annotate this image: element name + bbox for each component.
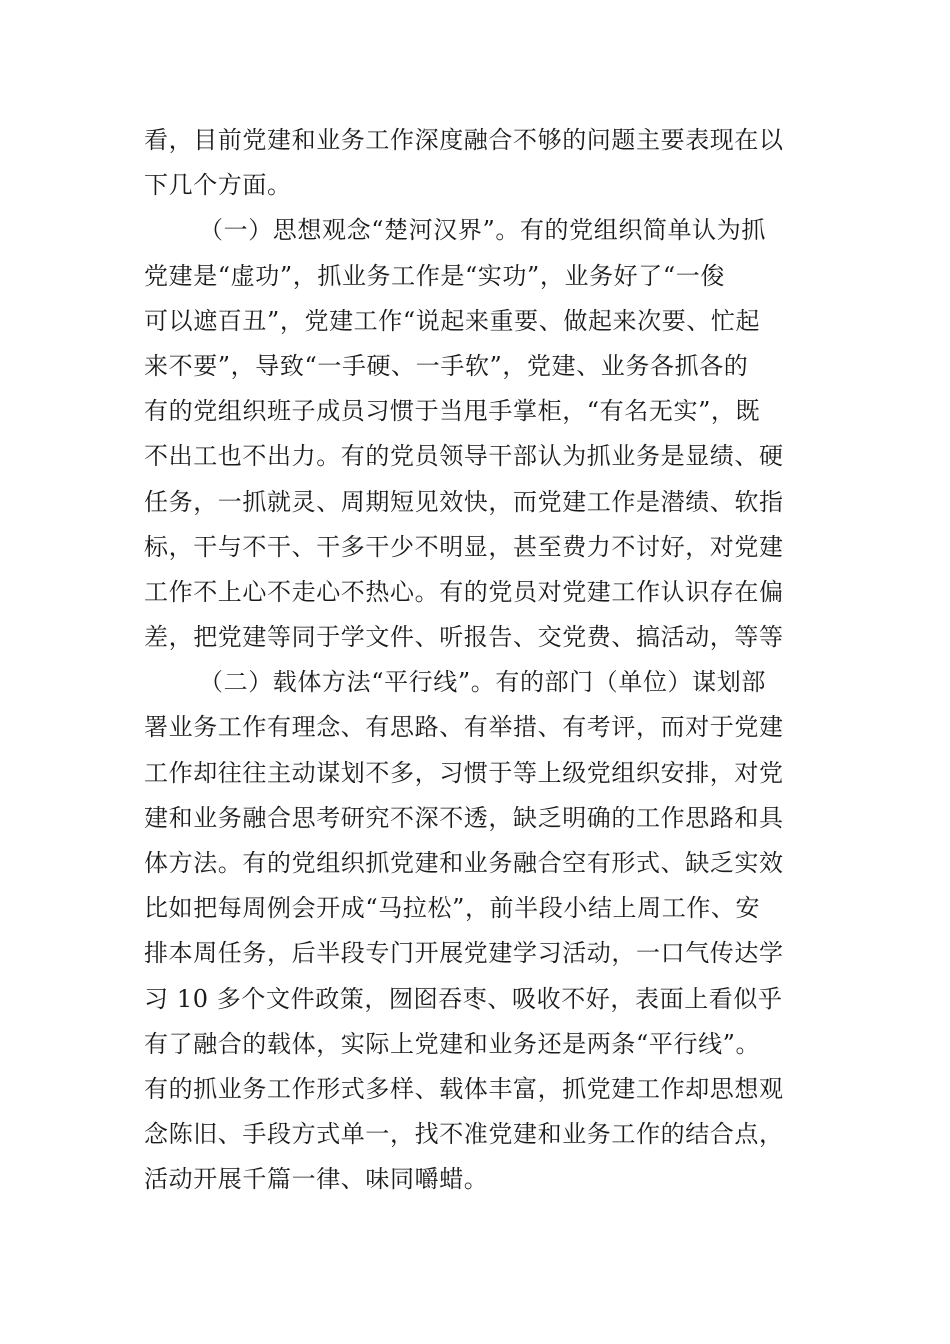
text-line: 看，目前党建和业务工作深度融合不够的问题主要表现在以 (144, 126, 784, 154)
text-line: 标，干与不干、干多干少不明显，甚至费力不讨好，对党建 (144, 532, 784, 561)
section-heading-line: （二）载体方法“平行线”。有的部门（单位）谋划部 (199, 668, 766, 697)
text-line: 体方法。有的党组织抓党建和业务融合空有形式、缺乏实效 (144, 849, 784, 877)
text-line: 有了融合的载体，实际上党建和业务还是两条“平行线”。 (144, 1029, 761, 1058)
text-line: 排本周任务，后半段专门开展党建学习活动，一口气传达学 (144, 939, 784, 968)
text-line: 差，把党建等同于学文件、听报告、交党费、搞活动，等等 (144, 623, 784, 652)
text-line: 活动开展千篇一律、味同嚼蜡。 (144, 1165, 489, 1194)
section-heading-line: （一）思想观念“楚河汉界”。有的党组织简单认为抓 (199, 216, 766, 245)
text-line: 工作不上心不走心不热心。有的党员对党建工作认识存在偏 (144, 577, 784, 606)
text-line: 念陈旧、手段方式单一，找不准党建和业务工作的结合点， (144, 1120, 784, 1149)
text-line: 来不要”，导致“一手硬、一手软”，党建、业务各抓各的 (144, 351, 749, 380)
text-line: 不出工也不出力。有的党员领导干部认为抓业务是显绩、硬 (144, 442, 784, 471)
text-line: 习 10 多个文件政策，囫囵吞枣、吸收不好，表面上看似乎 (144, 984, 783, 1013)
text-line: 署业务工作有理念、有思路、有举措、有考评，而对于党建 (144, 713, 784, 742)
text-line: 党建是“虚功”，抓业务工作是“实功”，业务好了“一俊 (144, 261, 725, 290)
text-line: 有的党组织班子成员习惯于当甩手掌柜，“有名无实”，既 (144, 397, 761, 426)
text-line: 工作却往往主动谋划不多，习惯于等上级党组织安排，对党 (144, 758, 784, 787)
text-line: 可以遮百丑”，党建工作“说起来重要、做起来次要、忙起 (144, 306, 761, 335)
text-line: 建和业务融合思考研究不深不透，缺乏明确的工作思路和具 (144, 803, 784, 832)
body-text (144, 118, 810, 1203)
text-line: 任务，一抓就灵、周期短见效快，而党建工作是潜绩、软指 (144, 487, 784, 516)
text-line: 下几个方面。 (144, 171, 292, 200)
text-line: 比如把每周例会开成“马拉松”，前半段小结上周工作、安 (144, 894, 761, 923)
text-line: 有的抓业务工作形式多样、载体丰富，抓党建工作却思想观 (144, 1074, 784, 1103)
